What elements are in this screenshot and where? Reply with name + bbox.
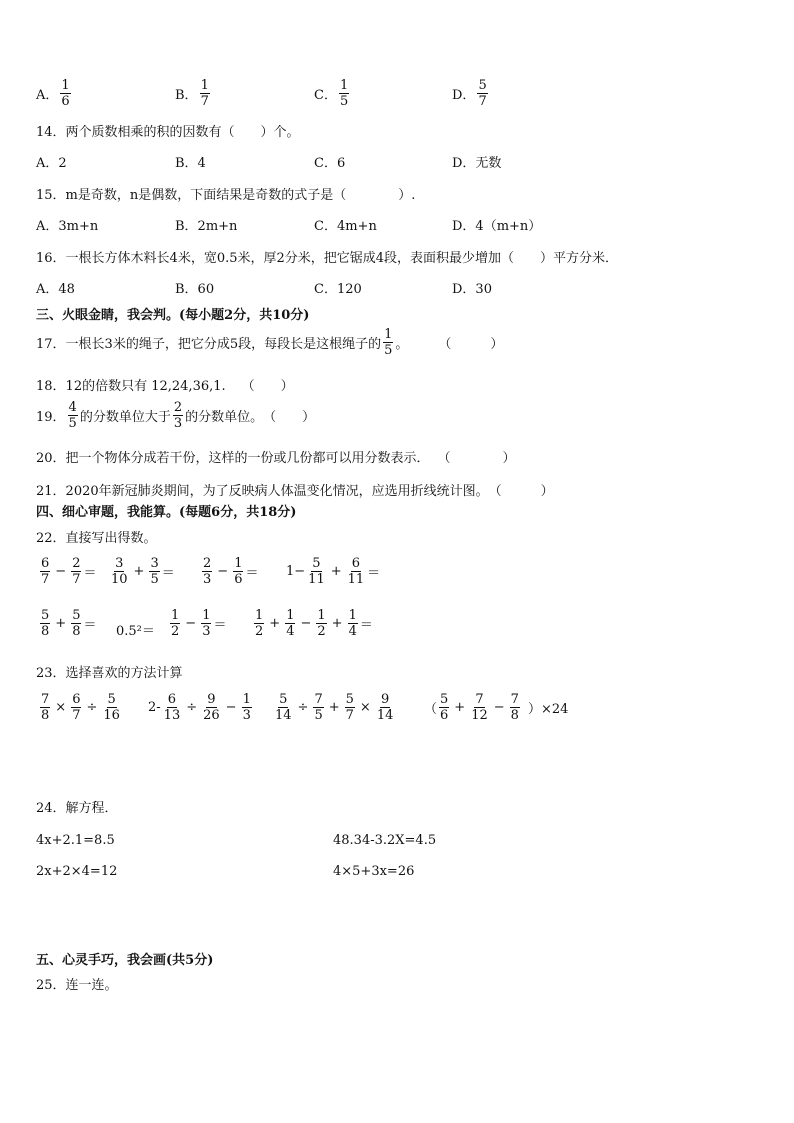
fraction: [274, 692, 293, 723]
operator: −: [55, 564, 67, 579]
numerator: 3: [150, 556, 159, 571]
fraction: [102, 692, 121, 723]
fraction: [173, 400, 183, 431]
q18-text: 18．12的倍数只有 12,24,36,1.: [36, 379, 226, 394]
numerator: 2: [203, 556, 212, 571]
fraction: [307, 556, 326, 587]
q13-option-d: [452, 78, 490, 109]
fraction: [200, 78, 210, 109]
q20-text: 20．把一个物体分成若干份，这样的一份或几份都可以用分数表示．: [36, 451, 430, 466]
fraction: [202, 556, 212, 587]
q22-expr-8: [252, 608, 373, 639]
denominator: 3: [203, 572, 212, 587]
fraction: [60, 78, 70, 109]
denominator: 3: [173, 416, 183, 431]
fraction: [316, 608, 326, 639]
q14-option-c: C．6: [314, 156, 346, 171]
equals: ＝: [83, 566, 97, 581]
numerator: 1: [234, 556, 243, 571]
q21-text: 21．2020年新冠肺炎期间，为了反映病人体温变化情况，应选用折线统计图。: [36, 484, 489, 499]
q23-expr-2: [148, 692, 254, 723]
denominator: 8: [41, 624, 50, 639]
denominator: 16: [103, 708, 120, 723]
numerator: 6: [351, 556, 361, 571]
numerator: 5: [312, 556, 321, 571]
equals: ＝: [359, 618, 373, 633]
lead-term: （: [424, 702, 438, 717]
q22-expr-6: [116, 620, 155, 639]
numerator: 7: [314, 692, 323, 707]
q17-text: 17．一根长3米的绳子，把它分成5段，每段长是这根绳子的: [36, 337, 382, 352]
fraction: [439, 692, 449, 723]
denominator: 12: [471, 708, 488, 723]
operator: ×: [359, 700, 371, 715]
operator: −: [300, 616, 312, 631]
denominator: 14: [376, 708, 394, 723]
fraction: [510, 692, 520, 723]
numerator: 1: [317, 608, 326, 623]
operator: +: [330, 564, 342, 579]
answer-blank[interactable]: （ ）: [437, 451, 516, 466]
equals: ＝: [213, 618, 227, 633]
numerator: 3: [115, 556, 124, 571]
denominator: 4: [286, 624, 295, 639]
q16-option-b: B．60: [175, 282, 215, 297]
numerator: 7: [475, 692, 484, 707]
numerator: 1: [255, 608, 264, 623]
numerator: 5: [107, 692, 116, 707]
fraction: [40, 608, 50, 639]
numerator: 1: [286, 608, 295, 623]
fraction: [254, 608, 264, 639]
q17: [36, 327, 503, 358]
operator: ÷: [186, 700, 198, 715]
q20: [36, 447, 516, 466]
denominator: 7: [72, 572, 81, 587]
q15-option-b: B．2m+n: [175, 219, 238, 234]
operator: −: [493, 700, 505, 715]
q22-expr-3: [200, 556, 258, 587]
q15-stem: 15．m是奇数，n是偶数，下面结果是奇数的式子是（ ）.: [36, 188, 416, 203]
q19-tail: 的分数单位。: [185, 410, 264, 425]
denominator: 8: [72, 624, 81, 639]
denominator: 7: [345, 708, 354, 723]
fraction: [71, 608, 81, 639]
denominator: 2: [317, 624, 326, 639]
q19-number: 19．: [36, 410, 66, 425]
answer-blank[interactable]: （ ）: [241, 379, 294, 394]
q22-expr-4: [286, 556, 380, 587]
numerator: 2: [173, 400, 183, 415]
denominator: 4: [348, 624, 357, 639]
q14-option-b: B．4: [175, 156, 206, 171]
operator: +: [454, 700, 466, 715]
operator: −: [185, 616, 197, 631]
denominator: 8: [510, 708, 519, 723]
denominator: 5: [384, 343, 393, 358]
lead-term: 1−: [286, 564, 306, 579]
q21: [36, 480, 554, 499]
q24-stem: 24．解方程．: [36, 801, 118, 816]
numerator: 1: [339, 78, 349, 93]
q22-expr-5: [38, 608, 96, 639]
operator: +: [269, 616, 281, 631]
equals: ＝: [83, 618, 97, 633]
fraction: [348, 608, 358, 639]
section-3-heading: 三、火眼金睛，我会判。(每小题2分，共10分): [36, 308, 310, 323]
q13-option-b: [175, 78, 212, 109]
fraction: [110, 556, 129, 587]
operator: −: [225, 700, 237, 715]
fraction: [68, 400, 78, 431]
equals: ＝: [161, 566, 175, 581]
numerator: 6: [167, 692, 177, 707]
numerator: 1: [348, 608, 357, 623]
operator: ÷: [297, 700, 309, 715]
denominator: 5: [339, 94, 349, 109]
q25-stem: 25．连一连。: [36, 978, 118, 993]
fraction: [285, 608, 295, 639]
denominator: 3: [242, 708, 251, 723]
numerator: 6: [72, 692, 81, 707]
q13-option-c: [314, 78, 351, 109]
operator: +: [55, 616, 67, 631]
tail-term: ）×24: [527, 702, 569, 717]
fraction: [40, 692, 50, 723]
denominator: 7: [72, 708, 81, 723]
fraction: [313, 692, 323, 723]
fraction: [233, 556, 243, 587]
denominator: 2: [171, 624, 180, 639]
numerator: 7: [41, 692, 50, 707]
operator: +: [133, 564, 145, 579]
answer-blank[interactable]: （ ）: [488, 484, 554, 499]
numerator: 7: [510, 692, 519, 707]
denominator: 26: [203, 708, 220, 723]
q14-option-d: D．无数: [452, 156, 502, 171]
denominator: 11: [308, 572, 325, 587]
fraction: [339, 78, 349, 109]
denominator: 14: [275, 708, 292, 723]
numerator: 6: [41, 556, 50, 571]
denominator: 6: [440, 708, 449, 723]
q15-option-d: D．4（m+n）: [452, 219, 542, 234]
numerator: 5: [41, 608, 50, 623]
q23-expr-4: [424, 692, 568, 723]
fraction: [149, 556, 159, 587]
fraction: [470, 692, 489, 723]
option-label: C．: [314, 88, 337, 103]
numerator: 1: [171, 608, 180, 623]
numerator: 4: [68, 400, 77, 415]
q16-option-d: D．30: [452, 282, 492, 297]
equation-2: 48.34-3.2X=4.5: [333, 833, 437, 848]
denominator: 10: [111, 572, 128, 587]
q17-tail: 。: [395, 337, 409, 352]
equation-3: 2x+2×4=12: [36, 864, 118, 879]
q19-text: 的分数单位大于: [79, 410, 171, 425]
denominator: 13: [163, 708, 181, 723]
equals: ＝: [367, 566, 381, 581]
fraction: [170, 608, 180, 639]
q16-option-c: C．120: [314, 282, 362, 297]
denominator: 5: [314, 708, 323, 723]
denominator: 6: [234, 572, 243, 587]
numerator: 9: [207, 692, 216, 707]
operator: ÷: [86, 700, 98, 715]
answer-blank[interactable]: （ ）: [438, 337, 504, 352]
denominator: 5: [68, 416, 77, 431]
q23-expr-1: [38, 692, 123, 723]
numerator: 1: [61, 78, 70, 93]
q19: [36, 400, 315, 431]
option-label: D．: [452, 88, 476, 103]
lead-term: 2-: [148, 700, 161, 715]
denominator: 5: [150, 572, 159, 587]
denominator: 7: [41, 572, 50, 587]
numerator: 2: [72, 556, 81, 571]
numerator: 1: [202, 608, 211, 623]
option-label: B．: [175, 88, 198, 103]
section-4-heading: 四、细心审题，我能算。(每题6分，共18分): [36, 505, 297, 520]
equation-1: 4x+2.1=8.5: [36, 833, 115, 848]
q22-expr-7: [168, 608, 226, 639]
numerator: 5: [279, 692, 288, 707]
expression-text: 0.5²＝: [116, 624, 155, 639]
operator: −: [217, 564, 229, 579]
q23-stem: 23．选择喜欢的方法计算: [36, 666, 183, 681]
q13-option-a: [36, 78, 73, 109]
fraction: [40, 556, 50, 587]
q22-expr-1: [38, 556, 96, 587]
numerator: 5: [345, 692, 354, 707]
numerator: 9: [380, 692, 390, 707]
fraction: [163, 692, 182, 723]
fraction: [71, 692, 81, 723]
answer-blank[interactable]: （ ）: [263, 410, 316, 425]
fraction: [383, 327, 393, 358]
equals: ＝: [245, 566, 259, 581]
numerator: 1: [242, 692, 251, 707]
denominator: 11: [347, 572, 365, 587]
fraction: [71, 556, 81, 587]
operator: +: [328, 700, 340, 715]
section-5-heading: 五、心灵手巧，我会画(共5分): [36, 953, 214, 968]
q18: [36, 375, 294, 394]
q15-option-c: C．4m+n: [314, 219, 377, 234]
fraction: [376, 692, 395, 723]
fraction: [345, 692, 355, 723]
operator: +: [331, 616, 343, 631]
fraction: [242, 692, 252, 723]
fraction: [347, 556, 366, 587]
q16-option-a: A．48: [36, 282, 75, 297]
fraction: [477, 78, 487, 109]
denominator: 6: [61, 94, 70, 109]
denominator: 7: [478, 94, 487, 109]
numerator: 5: [72, 608, 81, 623]
q22-stem: 22．直接写出得数。: [36, 531, 157, 546]
q16-stem: 16．一根长方体木料长4米，宽0.5米，厚2分米，把它锯成4段，表面积最少增加（ ）平方分米．: [36, 251, 619, 266]
q15-option-a: A．3m+n: [36, 219, 99, 234]
q22-expr-2: [108, 556, 175, 587]
numerator: 1: [200, 78, 209, 93]
equation-4: 4×5+3x=26: [333, 864, 415, 879]
fraction: [202, 692, 221, 723]
q14-option-a: A．2: [36, 156, 67, 171]
numerator: 5: [440, 692, 449, 707]
numerator: 1: [384, 327, 393, 342]
q23-expr-3: [272, 692, 396, 723]
operator: ×: [55, 700, 67, 715]
q14-stem: 14．两个质数相乘的积的因数有（ ）个。: [36, 125, 300, 140]
denominator: 7: [200, 94, 209, 109]
option-label: A．: [36, 88, 59, 103]
denominator: 3: [202, 624, 211, 639]
fraction: [201, 608, 211, 639]
denominator: 2: [255, 624, 264, 639]
denominator: 8: [41, 708, 50, 723]
numerator: 5: [478, 78, 487, 93]
